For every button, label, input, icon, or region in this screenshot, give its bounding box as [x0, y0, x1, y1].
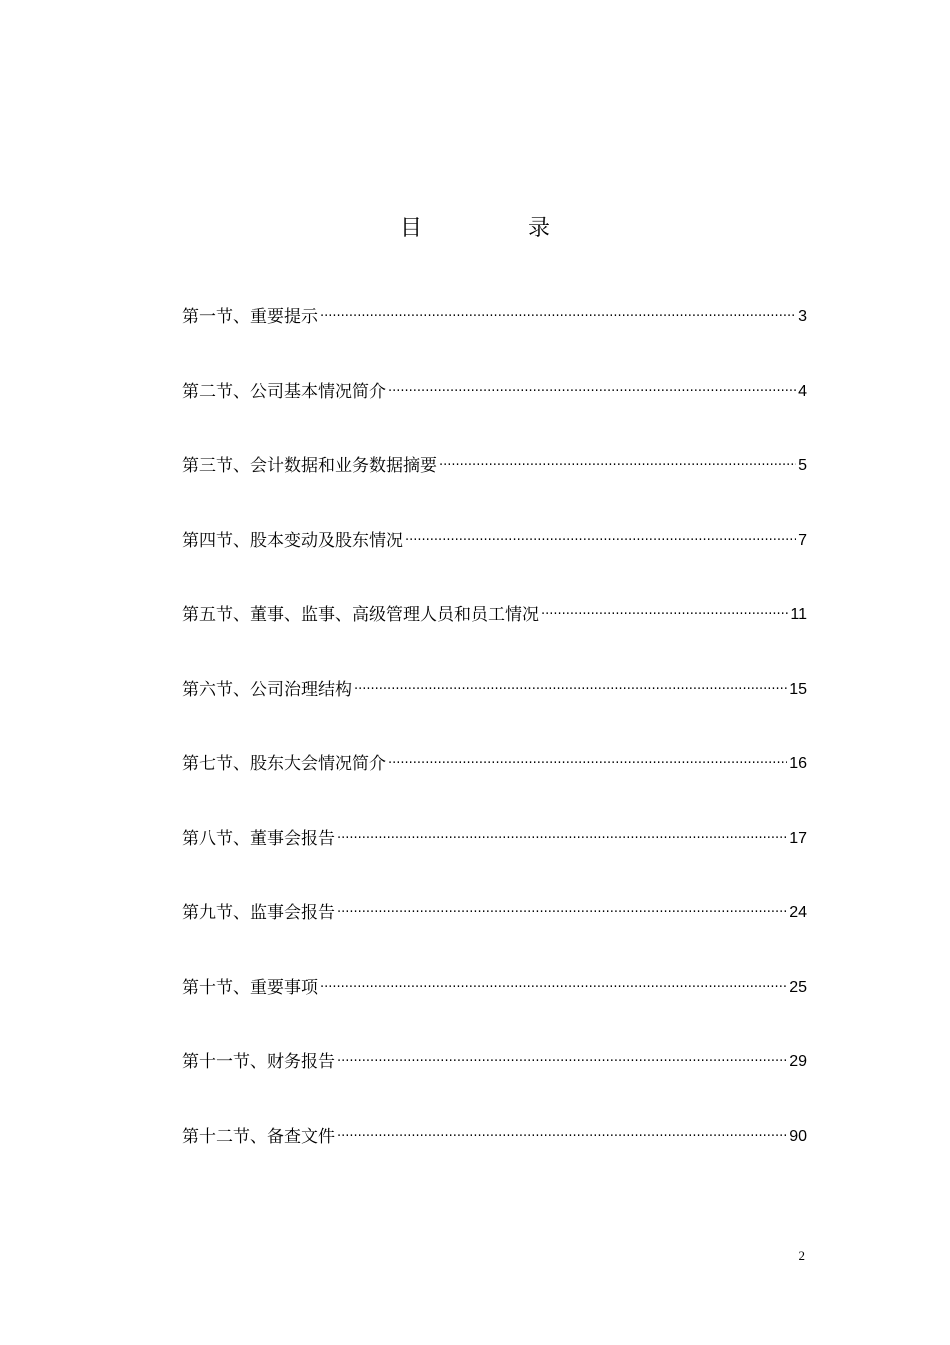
toc-entry-page: 25 — [789, 978, 807, 996]
toc-dot-leader — [337, 1047, 787, 1077]
toc-entry[interactable] — [182, 526, 807, 601]
toc-dot-leader — [320, 302, 796, 332]
toc-entry-label: 第十一节、财务报告 — [182, 1052, 335, 1072]
toc-entry[interactable] — [182, 451, 807, 526]
toc-entry-label: 第七节、股东大会情况简介 — [182, 754, 386, 774]
toc-entry-page: 11 — [790, 606, 807, 623]
toc-entry-label: 第二节、公司基本情况简介 — [182, 381, 386, 402]
toc-entry-page: 3 — [798, 308, 807, 325]
toc-entry-page: 15 — [789, 680, 807, 698]
toc-entry[interactable] — [182, 675, 807, 750]
toc-entry[interactable] — [182, 749, 807, 824]
toc-entry-label: 第三节、会计数据和业务数据摘要 — [182, 456, 437, 476]
toc-entry-label: 第九节、监事会报告 — [182, 903, 335, 923]
toc-entry-label: 第十二节、备查文件 — [182, 1126, 335, 1147]
toc-entry-label: 第六节、公司治理结构 — [182, 679, 352, 700]
toc-dot-leader — [337, 824, 787, 854]
table-of-contents — [182, 302, 807, 1196]
toc-entry-page: 29 — [789, 1053, 807, 1070]
toc-entry[interactable] — [182, 824, 807, 899]
toc-dot-leader — [388, 377, 796, 407]
toc-entry[interactable] — [182, 600, 807, 675]
toc-entry[interactable] — [182, 302, 807, 377]
toc-entry-page: 24 — [789, 904, 807, 921]
toc-entry-page: 17 — [789, 829, 807, 847]
toc-entry-page: 5 — [798, 457, 807, 474]
toc-entry-page: 4 — [798, 382, 807, 400]
toc-entry[interactable] — [182, 898, 807, 973]
toc-title: 目 录 — [399, 216, 592, 241]
toc-dot-leader — [541, 600, 788, 630]
toc-entry-page: 7 — [798, 531, 807, 549]
toc-dot-leader — [337, 898, 787, 928]
toc-entry[interactable] — [182, 377, 807, 452]
toc-entry[interactable] — [182, 1047, 807, 1122]
toc-entry-label: 第四节、股本变动及股东情况 — [182, 530, 403, 551]
toc-dot-leader — [388, 749, 787, 779]
toc-entry-label: 第十节、重要事项 — [182, 977, 318, 998]
toc-dot-leader — [405, 526, 796, 556]
toc-entry-label: 第五节、董事、监事、高级管理人员和员工情况 — [182, 605, 539, 625]
toc-dot-leader — [439, 451, 796, 481]
toc-entry-page: 16 — [789, 755, 807, 772]
toc-dot-leader — [337, 1122, 787, 1152]
toc-entry-label: 第八节、董事会报告 — [182, 828, 335, 849]
toc-entry[interactable] — [182, 973, 807, 1048]
toc-dot-leader — [320, 973, 787, 1003]
page-number: 2 — [798, 1248, 805, 1263]
toc-entry-label: 第一节、重要提示 — [182, 307, 318, 327]
toc-entry[interactable] — [182, 1122, 807, 1197]
toc-dot-leader — [354, 675, 787, 705]
toc-entry-page: 90 — [789, 1127, 807, 1145]
